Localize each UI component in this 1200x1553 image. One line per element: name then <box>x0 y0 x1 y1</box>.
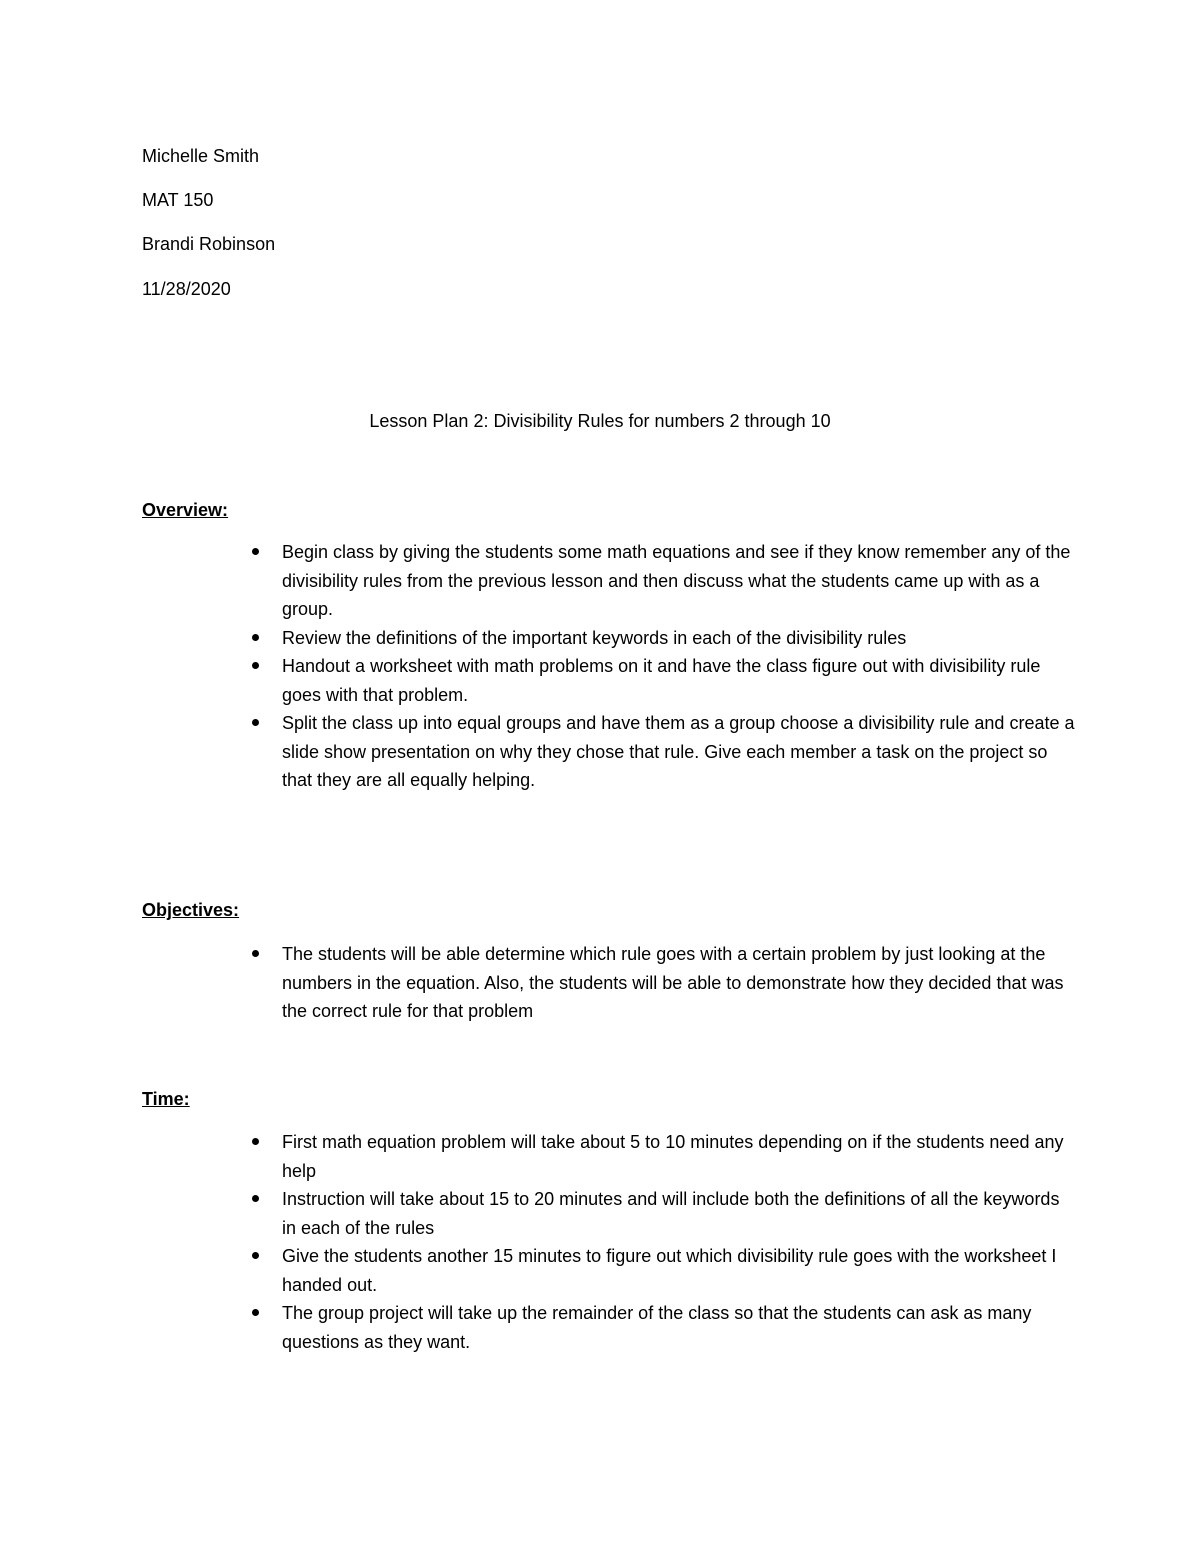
bullet-icon <box>252 662 259 669</box>
bullet-icon <box>252 1309 259 1316</box>
bullet-icon <box>252 1252 259 1259</box>
bullet-icon <box>252 634 259 641</box>
list-item-text: Begin class by giving the students some math equations and see if they know remember any of the divisibility rules from the previous lesson and then discuss what the students came up with as a group. <box>282 542 1071 619</box>
instructor-name: Brandi Robinson <box>142 234 276 254</box>
list-item <box>246 1299 1076 1356</box>
bullet-icon <box>252 950 259 957</box>
bullet-icon <box>252 719 259 726</box>
bullet-icon <box>252 1195 259 1202</box>
list-item <box>246 624 1076 653</box>
list-item <box>246 1128 1076 1185</box>
list-item <box>246 1242 1076 1299</box>
list-item-text: Review the definitions of the important keywords in each of the divisibility rules <box>282 627 907 648</box>
objectives-heading: Objectives: <box>142 900 240 920</box>
document-title: Lesson Plan 2: Divisibility Rules for numbers 2 through 10 <box>369 411 831 431</box>
list-item-text: First math equation problem will take about 5 to 10 minutes depending on if the students need any help <box>282 1132 1064 1181</box>
list-item <box>246 1185 1076 1242</box>
overview-list <box>246 538 1076 795</box>
list-item <box>246 940 1076 1026</box>
bullet-icon <box>252 548 259 555</box>
list-item-text: The group project will take up the remainder of the class so that the students can ask as many questions as they want. <box>282 1303 1032 1352</box>
bullet-icon <box>252 1138 259 1145</box>
document-date: 11/28/2020 <box>142 279 231 299</box>
list-item <box>246 652 1076 709</box>
overview-heading: Overview: <box>142 500 229 520</box>
list-item-text: Split the class up into equal groups and have them as a group choose a divisibility rule and create a slide show presentation on why they chose that rule. Give each member a task on the project so that they are all equally helping. <box>282 713 1075 790</box>
objectives-list <box>246 940 1076 1026</box>
time-list <box>246 1128 1076 1356</box>
list-item-text: The students will be able determine which rule goes with a certain problem by just looking at the numbers in the equation. Also, the students will be able to demonstrate how they decided that was the correct rule for that problem <box>282 944 1064 1021</box>
list-item <box>246 538 1076 624</box>
list-item-text: Give the students another 15 minutes to figure out which divisibility rule goes with the worksheet I handed out. <box>282 1246 1057 1295</box>
list-item <box>246 709 1076 795</box>
time-heading: Time: <box>142 1089 190 1109</box>
list-item-text: Instruction will take about 15 to 20 minutes and will include both the definitions of all the keywords in each of the rules <box>282 1189 1060 1238</box>
student-name: Michelle Smith <box>142 146 260 166</box>
course-code: MAT 150 <box>142 190 214 210</box>
list-item-text: Handout a worksheet with math problems on it and have the class figure out with divisibility rule goes with that problem. <box>282 656 1041 705</box>
